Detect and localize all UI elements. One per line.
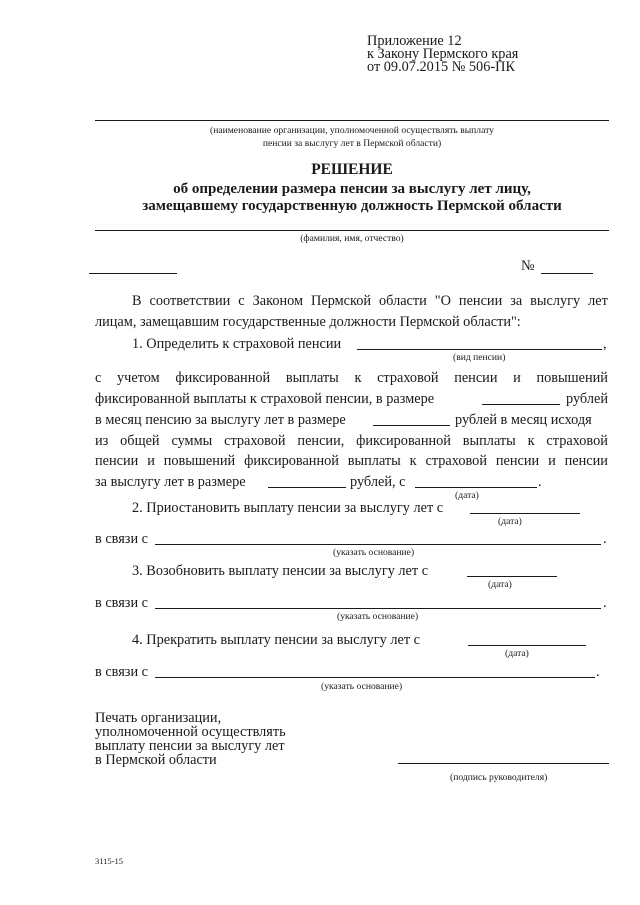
item3-lead: 3. Возобновить выплату пенсии за выслугу лет с xyxy=(132,563,429,579)
word: пенсии xyxy=(495,453,540,469)
item4-date-caption: (дата) xyxy=(505,648,529,659)
footer-code: 3115-15 xyxy=(95,856,124,866)
item1-line-6a: за выслугу лет в размере xyxy=(95,474,246,490)
stamp-line-3: выплату пенсии за выслугу лет xyxy=(95,738,285,754)
full-name-caption: (фамилия, имя, отчество) xyxy=(300,233,404,244)
pension-kind-field[interactable] xyxy=(357,349,602,350)
word: и xyxy=(147,453,155,469)
decision-number-line[interactable] xyxy=(541,273,593,274)
item4-reason-caption: (указать основание) xyxy=(321,681,403,692)
item1-line-5 xyxy=(95,452,608,470)
word: пенсии xyxy=(95,453,139,469)
appendix-line-2: к Закону Пермского края xyxy=(367,46,519,62)
item1-line-3a: в месяц пенсию за выслугу лет в размере xyxy=(95,412,346,428)
word: и xyxy=(513,370,521,386)
word: к xyxy=(527,433,535,449)
pension-kind-caption: (вид пенсии) xyxy=(453,352,506,363)
item1-line-6-period: . xyxy=(538,474,542,490)
item3-reason-caption: (указать основание) xyxy=(337,611,419,622)
decision-subtitle-line-2: замещавшему государственную должность Пермской области xyxy=(142,198,562,214)
word: области xyxy=(379,293,427,309)
item1-start-date-field[interactable] xyxy=(415,487,537,488)
item1-line-2a: фиксированной выплаты к страховой пенсии, в размере xyxy=(95,391,435,407)
item4-reason-lead: в связи с xyxy=(95,664,149,680)
word: пенсии xyxy=(454,370,498,386)
item3-reason-field[interactable] xyxy=(155,608,601,609)
word: страховой xyxy=(224,433,286,449)
org-caption-line-2: пенсии за выслугу лет в Пермской области) xyxy=(262,138,442,149)
item4-lead: 4. Прекратить выплату пенсии за выслугу лет с xyxy=(132,632,420,648)
item1-line-1 xyxy=(95,369,608,387)
word: страховой xyxy=(377,370,439,386)
item1-date-caption: (дата) xyxy=(455,490,479,501)
pension-total-field[interactable] xyxy=(268,487,346,488)
word: Пермской xyxy=(311,293,372,309)
word: Законом xyxy=(252,293,304,309)
item4-reason-field[interactable] xyxy=(155,677,595,678)
item4-reason-period: . xyxy=(596,664,600,680)
intro-line-2: лицам, замещавшим государственные должности Пермской области": xyxy=(95,314,521,330)
word: к xyxy=(354,370,362,386)
decision-title: РЕШЕНИЕ xyxy=(311,161,393,178)
word: из xyxy=(95,433,109,449)
item1-line-6b: рублей, с xyxy=(350,474,406,490)
decision-date-line[interactable] xyxy=(89,273,177,274)
item1-lead-comma: , xyxy=(603,336,607,352)
word: выслугу xyxy=(530,293,581,309)
item1-line-2b: рублей xyxy=(566,391,608,407)
item2-reason-caption: (указать основание) xyxy=(333,547,415,558)
item1-line-3b: рублей в месяц исходя xyxy=(455,412,592,428)
base-amount-field[interactable] xyxy=(482,404,560,405)
word: выплаты xyxy=(285,370,339,386)
full-name-line[interactable] xyxy=(95,230,609,231)
org-caption-line-1: (наименование организации, уполномоченной осуществлять выплату xyxy=(210,125,494,136)
signature-caption: (подпись руководителя) xyxy=(450,772,548,783)
word: общей xyxy=(120,433,160,449)
word: фиксированной xyxy=(244,453,339,469)
word: с xyxy=(238,293,245,309)
item2-reason-field[interactable] xyxy=(155,544,601,545)
appendix-block xyxy=(367,35,518,74)
item2-date-caption: (дата) xyxy=(498,516,522,527)
word: выплаты xyxy=(462,433,516,449)
word: фиксированной xyxy=(175,370,271,386)
org-caption xyxy=(95,124,609,150)
stamp-line-4: в Пермской области xyxy=(95,752,217,768)
appendix-line-3: от 09.07.2015 № 506-ПК xyxy=(367,59,515,75)
word: лет xyxy=(588,293,608,309)
word: и xyxy=(548,453,556,469)
word: пенсии, xyxy=(297,433,345,449)
stamp-line-2: уполномоченной осуществлять xyxy=(95,724,286,740)
word: "О xyxy=(434,293,451,309)
word: за xyxy=(510,293,523,309)
item2-reason-period: . xyxy=(603,531,607,547)
stamp-line-1: Печать организации, xyxy=(95,710,222,726)
decision-subtitle xyxy=(95,181,609,215)
word: с xyxy=(95,370,102,386)
word: суммы xyxy=(171,433,213,449)
word: к xyxy=(409,453,417,469)
word: пенсии xyxy=(458,293,503,309)
word: повышений xyxy=(536,370,608,386)
item2-reason-lead: в связи с xyxy=(95,531,149,547)
org-name-line[interactable] xyxy=(95,120,609,121)
word: повышений xyxy=(163,453,236,469)
stamp-block xyxy=(95,711,286,767)
word: пенсии xyxy=(564,453,608,469)
item4-date-field[interactable] xyxy=(468,645,586,646)
word: выплаты xyxy=(347,453,401,469)
item2-date-field[interactable] xyxy=(470,513,580,514)
pension-amount-field[interactable] xyxy=(373,425,450,426)
item1-lead: 1. Определить к страховой пенсии xyxy=(132,336,342,352)
word: соответствии xyxy=(149,293,231,309)
word: В xyxy=(132,293,142,309)
item2-lead: 2. Приостановить выплату пенсии за выслугу лет с xyxy=(132,500,444,516)
item3-date-caption: (дата) xyxy=(488,579,512,590)
appendix-line-1: Приложение 12 xyxy=(367,33,462,49)
item3-date-field[interactable] xyxy=(467,576,557,577)
signature-line[interactable] xyxy=(398,763,609,764)
item3-reason-lead: в связи с xyxy=(95,595,149,611)
word: фиксированной xyxy=(356,433,451,449)
intro-line-1 xyxy=(132,292,608,310)
word: страховой xyxy=(546,433,608,449)
word: страховой xyxy=(425,453,487,469)
word: учетом xyxy=(117,370,160,386)
item1-line-4 xyxy=(95,432,608,450)
item3-reason-period: . xyxy=(603,595,607,611)
number-sign: № xyxy=(521,258,535,274)
decision-subtitle-line-1: об определении размера пенсии за выслугу лет лицу, xyxy=(173,181,531,197)
